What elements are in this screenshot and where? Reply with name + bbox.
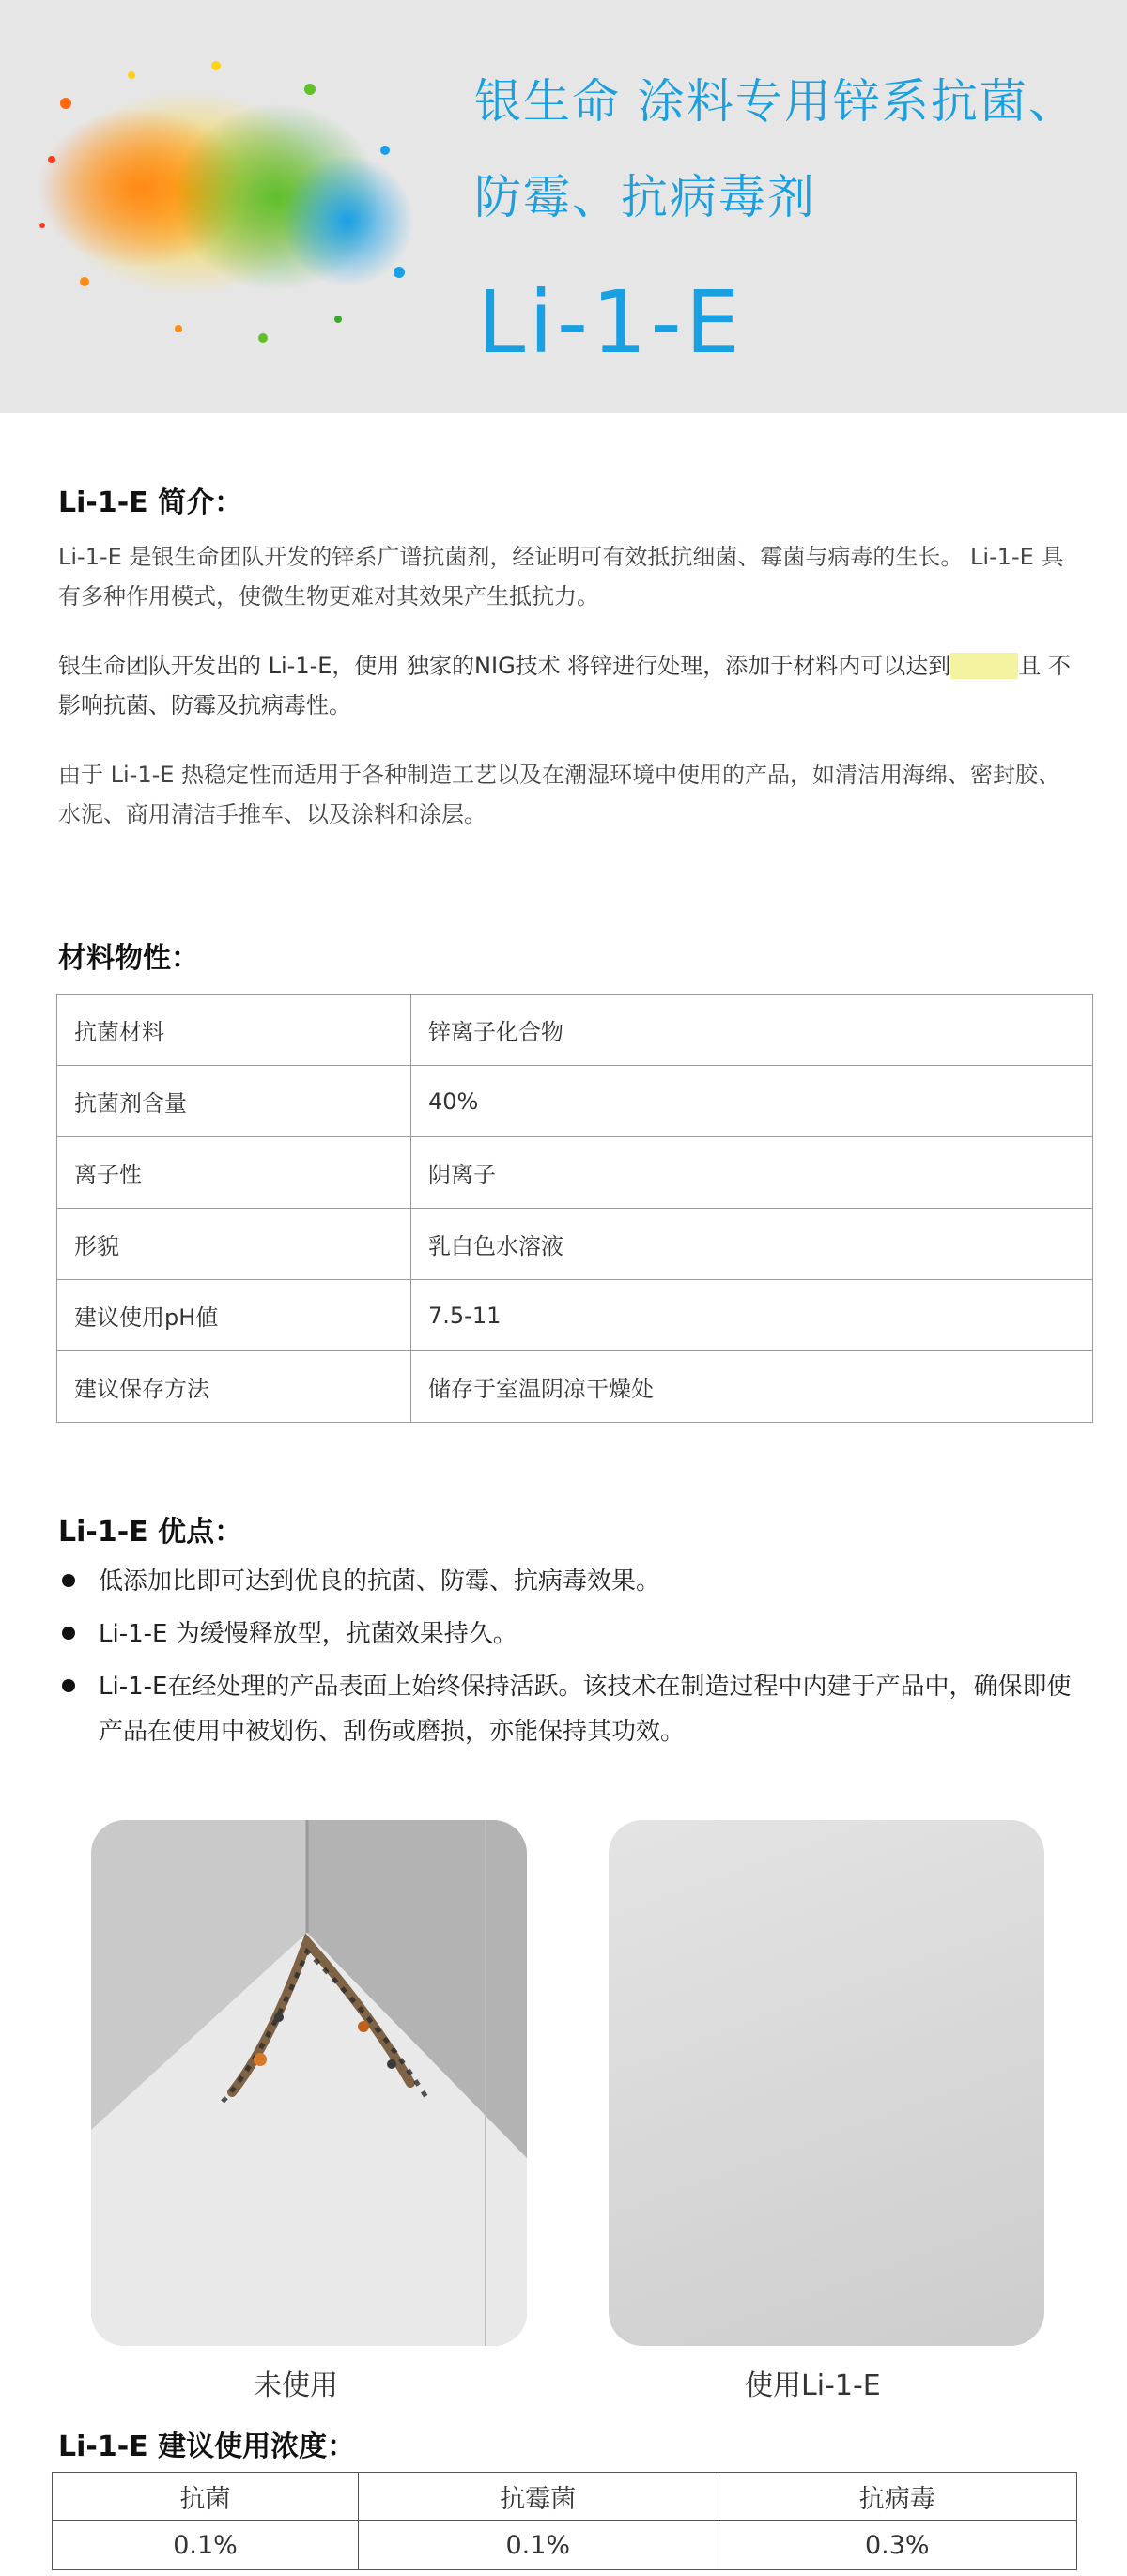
table-row [57,1209,1093,1280]
property-value: 7.5-11 [411,1280,1093,1351]
advantages-list [56,1559,1089,1762]
list-item [56,1664,1089,1754]
advantages-heading: Li-1-E 优点： [58,1516,243,1549]
untreated-caption: 未使用 [254,2369,338,2402]
list-item [56,1559,1089,1604]
intro-paragraph-3: 由于 Li-1-E 热稳定性而适用于各种制造工艺以及在潮湿环境中使用的产品，如清洁用海绵、密封胶、水泥、商用清洁手推车、以及涂料和涂层。 [58,762,1061,827]
list-item [56,1612,1089,1657]
product-title-line-2: 防霉、抗病毒剂 [474,170,816,224]
intro-heading: Li-1-E 简介： [58,486,243,519]
table-row [57,1280,1093,1351]
column-header: 抗霉菌 [359,2473,718,2521]
intro-paragraph-2 [58,646,1073,725]
property-name: 抗菌材料 [57,995,411,1066]
property-value: 40% [411,1066,1093,1137]
concentration-value: 0.3% [718,2521,1076,2570]
untreated-photo [91,1820,527,2346]
product-model: Li-1-E [477,272,744,373]
property-name: 建议保存方法 [57,1351,411,1423]
properties-heading: 材料物性： [58,942,199,975]
property-name: 抗菌剂含量 [57,1066,411,1137]
list-item-text: 低添加比即可达到优良的抗菌、防霉、抗病毒效果。 [99,1567,661,1596]
table-row [57,1137,1093,1209]
intro-paragraph-2-text-a: 银生命团队开发出的 Li-1-E，使用 独家的NIG技术 将锌进行处理，添加于材料内可以达到 [58,653,951,679]
table-row [53,2521,1077,2570]
property-name: 形貌 [57,1209,411,1280]
treated-caption: 使用Li-1-E [745,2369,881,2402]
table-header-row [53,2473,1077,2521]
table-row [57,995,1093,1066]
bullet-icon [62,1627,75,1640]
property-value: 阴离子 [411,1137,1093,1209]
bullet-icon [62,1574,75,1587]
properties-table [56,994,1093,1423]
list-item-text: Li-1-E 为缓慢释放型，抗菌效果持久。 [99,1620,517,1648]
property-value: 乳白色水溶液 [411,1209,1093,1280]
table-row [57,1351,1093,1423]
property-value: 储存于室温阴凉干燥处 [411,1351,1093,1423]
product-title-line-1: 银生命 涂料专用锌系抗菌、 [474,74,1077,129]
concentration-table [52,2472,1077,2570]
property-name: 离子性 [57,1137,411,1209]
property-name: 建议使用pH値 [57,1280,411,1351]
header-banner [0,0,1127,413]
column-header: 抗菌 [53,2473,359,2521]
moldy-corner-illustration [91,1820,527,2346]
table-row [57,1066,1093,1137]
column-header: 抗病毒 [718,2473,1076,2521]
paint-splash-graphic [28,38,423,366]
concentration-value: 0.1% [359,2521,718,2570]
concentration-value: 0.1% [53,2521,359,2570]
highlighted-text: 不黄变 [950,653,1019,679]
list-item-text: Li-1-E在经处理的产品表面上始终保持活跃。该技术在制造过程中内建于产品中，确保即使产品在使用中被划伤、刮伤或磨损，亦能保持其功效。 [99,1673,1072,1746]
bullet-icon [62,1679,75,1692]
intro-paragraph-2-text-b: 且 不影响抗菌、防霉及抗病毒性。 [58,653,1071,718]
property-value: 锌离子化合物 [411,995,1093,1066]
treated-photo [609,1820,1044,2346]
intro-paragraph-1: Li-1-E 是银生命团队开发的锌系广谱抗菌剂，经证明可有效抵抗细菌、霉菌与病毒的生长。 Li-1-E 具有多种作用模式，使微生物更难对其效果产生抵抗力。 [58,544,1064,609]
concentration-heading: Li-1-E 建议使用浓度： [58,2430,356,2463]
